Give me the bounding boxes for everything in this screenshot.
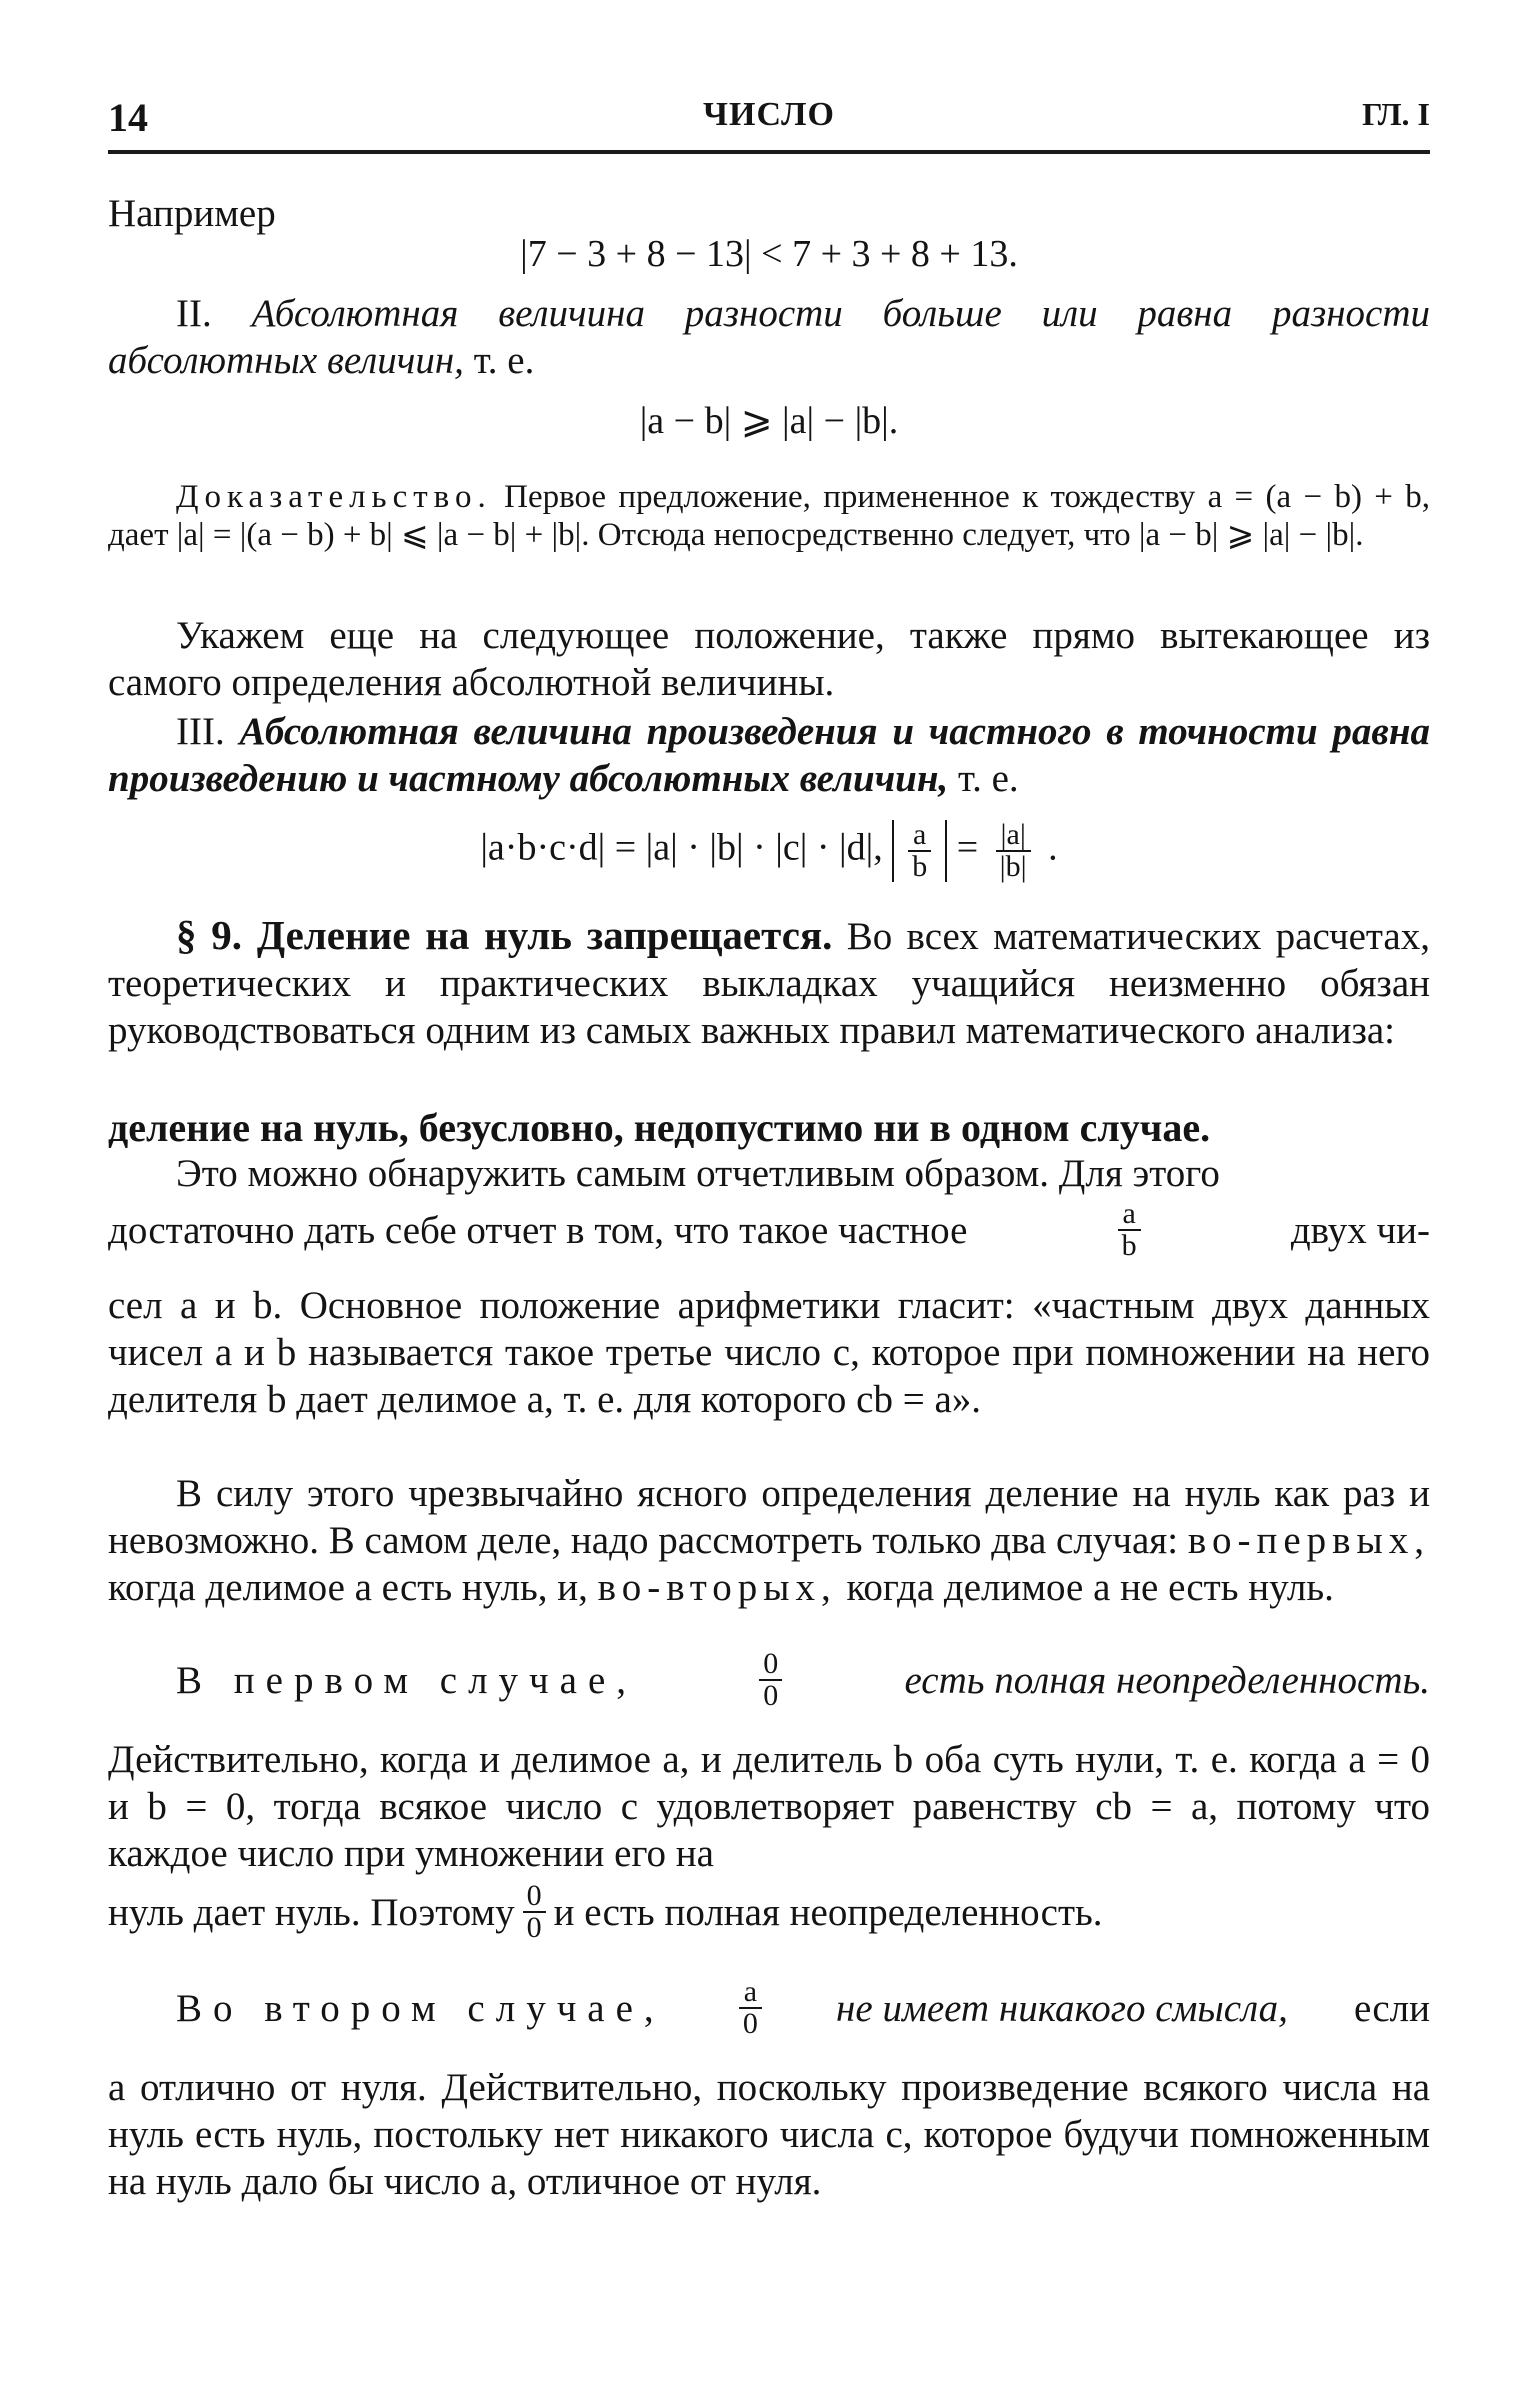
frac-den: 0: [526, 1911, 542, 1944]
case-2-text: a отлично от нуля. Действительно, поскольку произведение всякого числа на нуль есть нуль, постольку нет никакого числа c, которое будучи помноженным на нуль дало бы число a, отличное от нуля.: [108, 2066, 1430, 2203]
section-9-heading: § 9. Деление на нуль запрещается.: [176, 912, 833, 958]
case-1-end-tail: и есть полная неопределенность.: [553, 1890, 1103, 1934]
frac-den: 0: [763, 1679, 779, 1712]
p2-mid: когда делимое a есть нуль, и,: [108, 1566, 588, 1609]
case-1-line: [108, 1640, 1430, 1720]
theorem-3-tail: т. е.: [958, 757, 1019, 800]
running-title: ЧИСЛО: [703, 96, 835, 133]
proof-text: Первое предложение, примененное к тождеству a = (a − b) + b, дает |a| = |(a − b) + b| ⩽ |a − b| + |b|. Отсюда непосредственно следует, что |a − b| ⩾ |a| − |b|.: [108, 479, 1430, 553]
p1-line1: Это можно обнаружить самым отчетливым образом. Для этого: [176, 1152, 1220, 1195]
p1-line2-text: достаточно дать себе отчет в том, что такое частное: [108, 1208, 968, 1252]
case-1-text: Действительно, когда и делимое a, и делитель b оба суть нули, т. е. когда a = 0 и b = 0, тогда всякое число c удовлетворяет равенству cb = a, потому что каждое число при умножении его на: [108, 1738, 1430, 1875]
frac-num: |a|: [996, 820, 1031, 852]
case-2-tail: если: [1354, 1986, 1430, 2030]
p2-first: во-первых,: [1187, 1519, 1430, 1562]
theorem-3-formula: |a·b·c·d| = |a| · |b| · |c| · |d|, $\frac{a}{b}$ = $\frac{|a|}{|b|}$ .: [480, 818, 1058, 883]
p1-line2-end: двух чи-: [1290, 1208, 1430, 1252]
theorem-3-product: |a·b·c·d| = |a| · |b| · |c| · |d|,: [480, 826, 883, 869]
frac-num: 0: [523, 1881, 546, 1913]
theorem-2-statement: Абсолютная величина разности больше или равна разности абсолютных величин,: [108, 292, 1431, 382]
case-1-end-text: нуль дает нуль. Поэтому: [108, 1890, 515, 1934]
frac-num: 0: [759, 1649, 782, 1681]
p2-end: когда делимое a не есть нуль.: [846, 1566, 1334, 1609]
page-number: 14: [108, 95, 148, 140]
case-2-line: [108, 1968, 1430, 2048]
fraction-0-0: [759, 1649, 782, 1711]
case-1-end: [108, 1872, 1430, 1952]
frac-den: b: [912, 850, 928, 883]
frac-num: a: [739, 1977, 762, 2009]
p1-rest: сел a и b. Основное положение арифметики гласит: «частным двух данных чисел a и b называется такое третье число c, которое при помножении на него делителя b дает делимое a, т. е. для которого cb = a».: [108, 1284, 1430, 1421]
case-1-label: В первом случае,: [176, 1658, 638, 1702]
running-header: [108, 86, 1430, 146]
example-lead: Например: [108, 192, 276, 235]
case-1-claim: есть полная неопределенность.: [904, 1658, 1430, 1702]
theorem-2-formula: |a − b| ⩾ |a| − |b|.: [639, 400, 899, 442]
frac-num: a: [908, 820, 931, 852]
p2-text: В силу этого чрезвычайно ясного определения деление на нуль как раз и невозможно. В самом деле, надо рассмотреть только два случая:: [108, 1472, 1430, 1562]
paragraph-next: Укажем еще на следующее положение, также прямо вытекающее из самого определения абсолютной величины.: [108, 614, 1430, 704]
fraction-0-0: [523, 1881, 546, 1943]
fraction-a-b: [1118, 1199, 1141, 1261]
case-2-claim: не имеет никакого смысла,: [836, 1986, 1288, 2030]
proof-label: Доказательство.: [176, 479, 492, 515]
theorem-3-statement: Абсолютная величина произведения и частного в точности равна произведению и частному абсолютных величин,: [108, 710, 1431, 800]
chapter-label: ГЛ. I: [1362, 96, 1430, 132]
theorem-3-number: III.: [176, 710, 225, 753]
frac-den: b: [1121, 1229, 1137, 1262]
p2-second: во-вторых,: [597, 1566, 837, 1609]
p1-line2: [108, 1190, 1430, 1270]
theorem-2: [108, 290, 1430, 384]
theorem-2-tail: т. е.: [473, 339, 535, 382]
case-2-label: Во втором случае,: [176, 1986, 665, 2030]
theorem-2-number: II.: [176, 292, 212, 335]
header-rule: [108, 150, 1430, 154]
p2: [108, 1470, 1430, 1611]
section-9-intro: [108, 912, 1430, 1054]
abs-fraction-lhs: [892, 820, 947, 882]
formula-end: .: [1048, 826, 1058, 869]
theorem-3: [108, 708, 1430, 802]
frac-num: a: [1118, 1199, 1141, 1231]
frac-den: |b|: [999, 850, 1027, 883]
section-9-rule: деление на нуль, безусловно, недопустимо ни в одном случае.: [108, 1105, 1211, 1150]
section-9-intro-text: Во всех математических расчетах, теоретических и практических выкладках учащийся неизменно обязан руководствоваться одним из самых важных правил математического анализа:: [108, 915, 1430, 1052]
example-formula: |7 − 3 + 8 − 13| < 7 + 3 + 8 + 13.: [520, 233, 1018, 275]
frac-den: 0: [742, 2007, 758, 2040]
proof: [108, 478, 1430, 554]
fraction-a-0: [739, 1977, 762, 2039]
